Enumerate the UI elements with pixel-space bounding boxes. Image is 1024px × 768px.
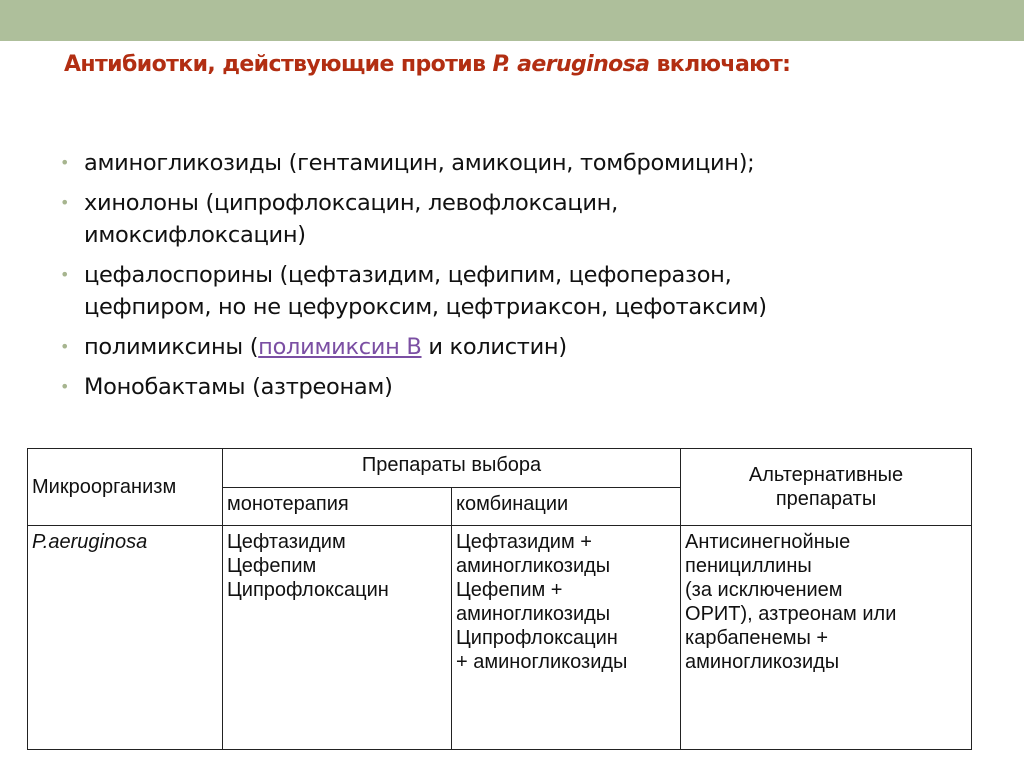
bullet-dot-icon: •: [60, 193, 70, 212]
bullet-item-polymyxins: • полимиксины (полимиксин В и колистин): [60, 331, 960, 363]
cell-alternative: Антисинегнойные пенициллины (за исключением ОРИТ), азтреонам или карбапенемы + аминогликозиды: [681, 526, 972, 750]
header-monotherapy: монотерапия: [223, 488, 452, 526]
bullet-item-quinolones: • хинолоны (ципрофлоксацин, левофлоксацин, имоксифлоксацин): [60, 187, 960, 251]
bullet-item-aminoglycosides: • аминогликозиды (гентамицин, амикоцин, томбромицин);: [60, 147, 960, 179]
cell-combinations: Цефтазидим + аминогликозиды Цефепим + аминогликозиды Ципрофлоксацин + аминогликозиды: [452, 526, 681, 750]
header-alternative: Альтернативные препараты: [681, 449, 972, 526]
polymyxin-b-link[interactable]: полимиксин В: [258, 334, 422, 360]
bullet-item-monobactams: • Монобактамы (азтреонам): [60, 371, 960, 403]
header-combinations: комбинации: [452, 488, 681, 526]
top-band: [0, 0, 1024, 41]
bullet-item-cephalosporins: • цефалоспорины (цефтазидим, цефипим, цефоперазон, цефпиром, но не цефуроксим, цефтриаксон, цефотаксим): [60, 259, 960, 323]
bullet-list: [60, 147, 960, 411]
header-drugs-of-choice: Препараты выбора: [223, 449, 681, 488]
bullet-dot-icon: •: [60, 153, 70, 172]
bullet-dot-icon: •: [60, 265, 70, 284]
cell-organism: P.aeruginosa: [28, 526, 223, 750]
slide-title: Антибиотки, действующие против P. aeruginosa включают:: [64, 52, 791, 77]
cell-monotherapy: Цефтазидим Цефепим Ципрофлоксацин: [223, 526, 452, 750]
bullet-dot-icon: •: [60, 377, 70, 396]
bullet-dot-icon: •: [60, 337, 70, 356]
header-organism: Микроорганизм: [28, 449, 223, 526]
antibiotic-table: [27, 448, 972, 750]
